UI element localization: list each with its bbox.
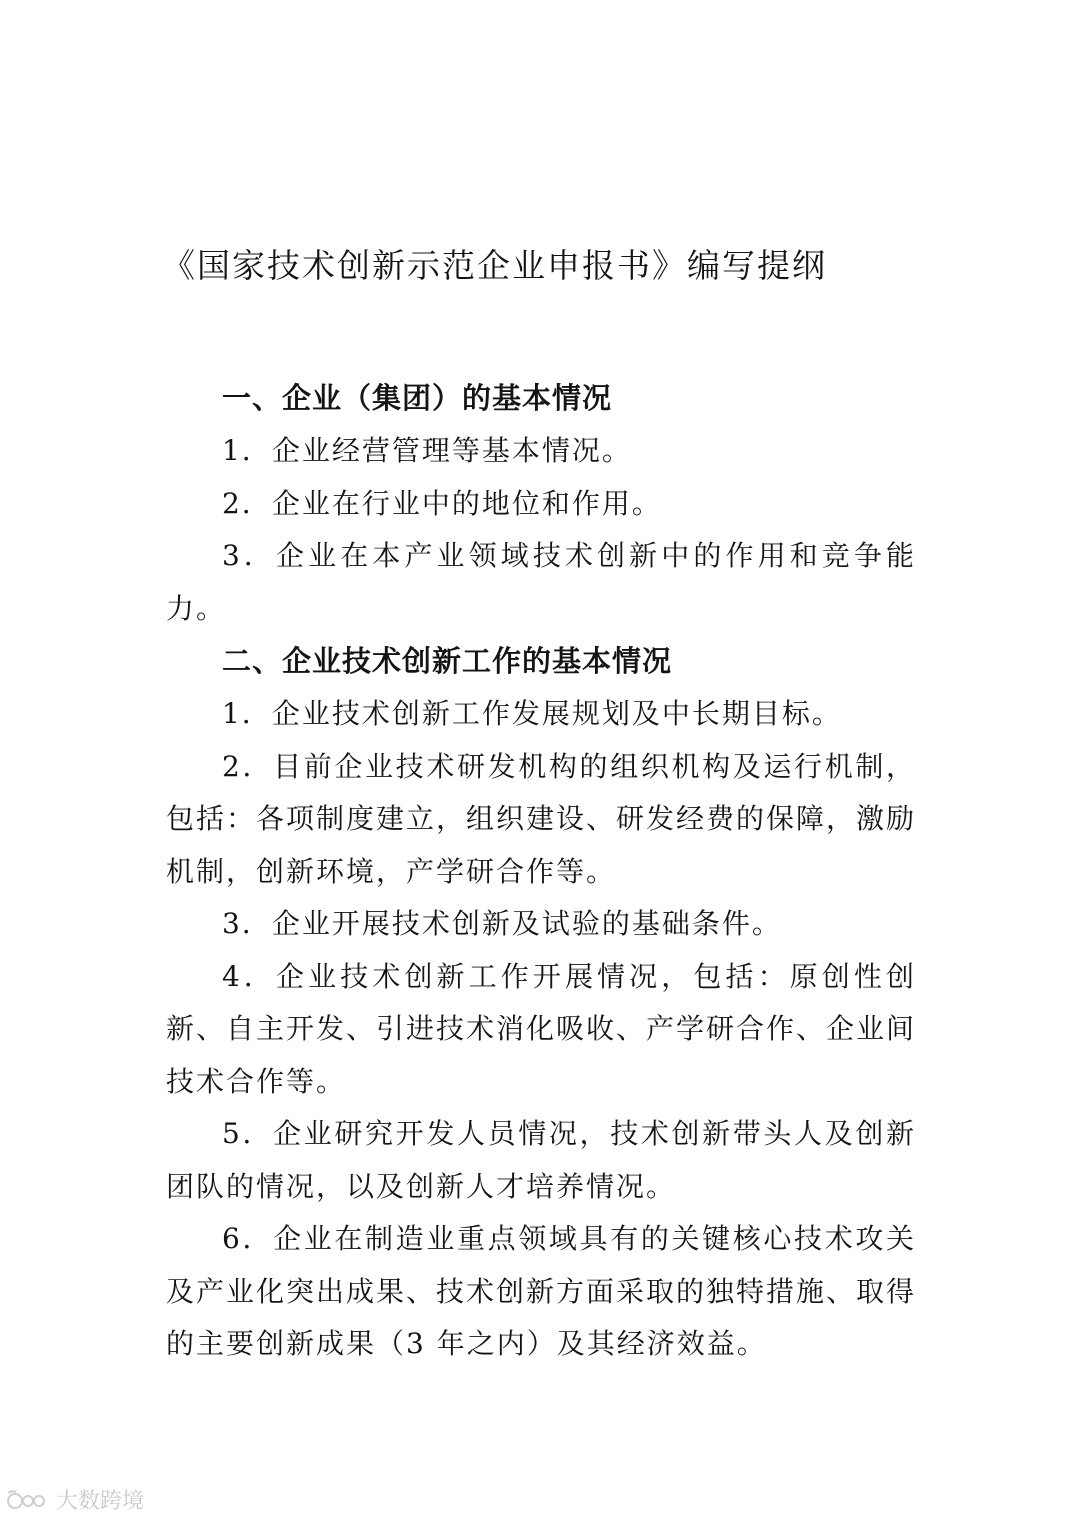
document-body — [166, 372, 916, 1371]
item-number: 2． — [222, 749, 274, 783]
item-number: 4． — [222, 959, 277, 993]
list-item — [166, 688, 916, 741]
item-number: 1． — [222, 697, 272, 730]
item-number: 3． — [222, 539, 277, 572]
item-text: 企业在制造业重点领域具有的关键核心技术攻关及产业化突出成果、技术创新方面采取的独特措施、取得的主要创新成果（3 年之内）及其经济效益。 — [166, 1222, 917, 1360]
section-basic-info — [166, 372, 916, 635]
section-innovation-work — [166, 635, 916, 1371]
item-text: 企业经营管理等基本情况。 — [271, 434, 632, 467]
item-number: 2． — [222, 486, 272, 520]
list-item — [166, 530, 916, 635]
section-heading: 二、企业技术创新工作的基本情况 — [222, 644, 673, 678]
item-text: 企业技术创新工作发展规划及中长期目标。 — [271, 697, 842, 730]
item-number: 5． — [222, 1117, 274, 1150]
list-item — [166, 898, 916, 951]
list-item — [166, 1108, 916, 1213]
item-text: 企业开展技术创新及试验的基础条件。 — [271, 907, 782, 940]
item-number: 1． — [222, 434, 272, 467]
list-item — [166, 741, 916, 899]
list-item — [166, 425, 916, 478]
item-text: 企业在行业中的地位和作用。 — [271, 486, 662, 520]
item-text: 企业技术创新工作开展情况，包括：原创性创新、自主开发、引进技术消化吸收、产学研合作、企业间技术合作等。 — [166, 959, 917, 1098]
section-heading: 一、企业（集团）的基本情况 — [222, 381, 613, 415]
weibo-logo-icon — [6, 1489, 50, 1511]
list-item — [166, 478, 916, 531]
list-item — [166, 1213, 916, 1371]
watermark-text: 大数跨境 — [56, 1489, 145, 1514]
item-text: 企业在本产业领域技术创新中的作用和竞争能力。 — [166, 539, 916, 625]
document-title: 《国家技术创新示范企业申报书》编写提纲 — [162, 246, 827, 285]
list-item — [166, 951, 916, 1109]
item-text: 企业研究开发人员情况，技术创新带头人及创新团队的情况，以及创新人才培养情况。 — [166, 1117, 916, 1203]
item-number: 6． — [222, 1222, 274, 1255]
item-number: 3． — [222, 907, 272, 940]
watermark — [6, 1484, 144, 1515]
item-text: 目前企业技术研发机构的组织机构及运行机制，包括：各项制度建立，组织建设、研发经费的保障，激励机制，创新环境，产学研合作等。 — [166, 749, 917, 888]
